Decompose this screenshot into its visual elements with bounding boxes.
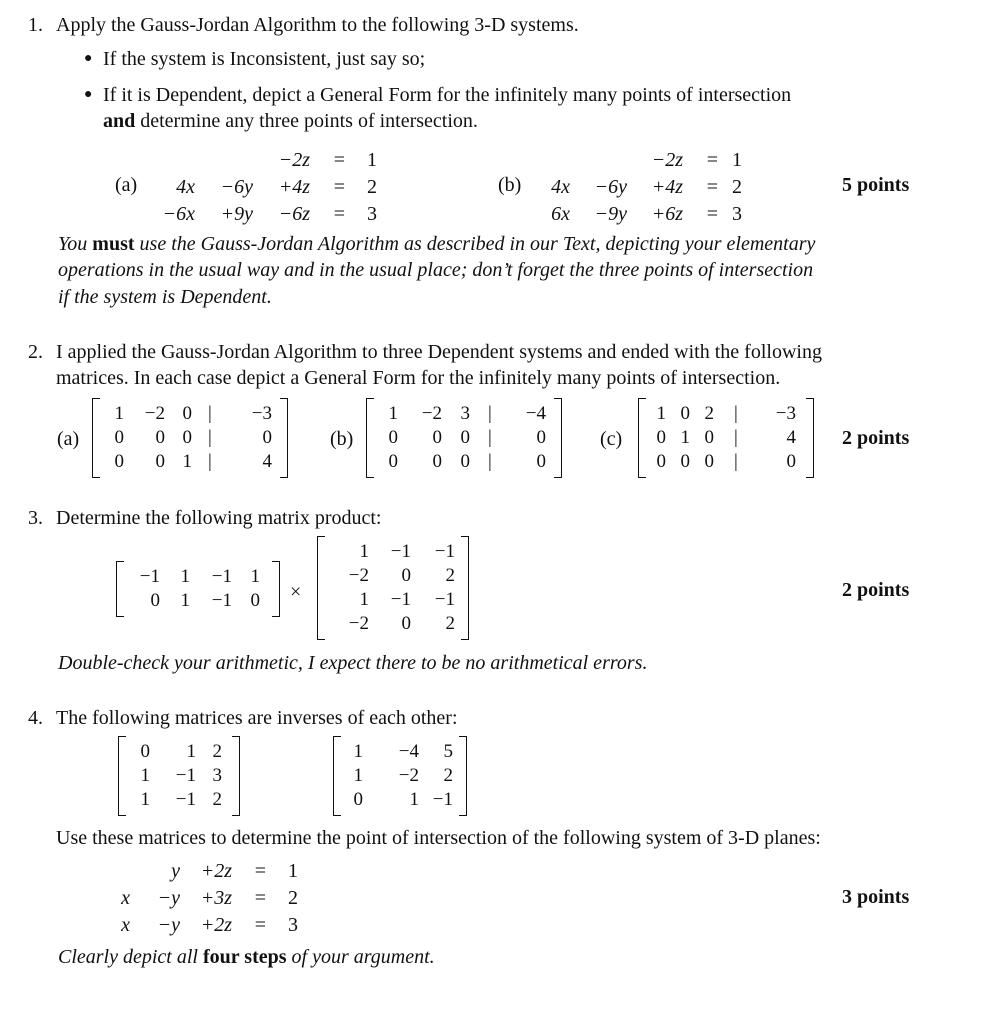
matrix-entry: 1 <box>186 741 196 762</box>
q1-part-b-label: (b) <box>498 174 522 196</box>
matrix-entry: −1 <box>211 590 232 611</box>
q3-number: 3. <box>28 507 43 529</box>
equation-term: = <box>254 887 266 909</box>
matrix-entry: −1 <box>139 566 160 587</box>
times-symbol: × <box>290 581 302 603</box>
matrix-entry: 0 <box>460 451 470 472</box>
augment-bar: | <box>734 427 738 448</box>
right-bracket <box>806 398 814 478</box>
matrix-a <box>118 736 240 816</box>
augment-bar: | <box>208 403 212 424</box>
equation-term: = <box>706 176 718 198</box>
equation-term: 4x <box>176 176 195 198</box>
matrix-entry: 1 <box>180 566 190 587</box>
bullet-icon: ● <box>84 87 93 102</box>
matrix-entry: 0 <box>155 427 165 448</box>
matrix-entry: 0 <box>680 403 690 424</box>
equation-term: x <box>121 887 130 909</box>
matrix-entry: 0 <box>704 427 714 448</box>
equation-term: +4z <box>651 176 683 198</box>
right-bracket <box>459 736 467 816</box>
matrix-entry: −3 <box>775 403 796 424</box>
matrix-entry: 0 <box>432 451 442 472</box>
matrix-entry: 1 <box>114 403 124 424</box>
left-bracket <box>118 736 126 816</box>
matrix-entry: 0 <box>680 451 690 472</box>
equation-term: +6z <box>651 203 683 225</box>
matrix-entry: 0 <box>262 427 272 448</box>
q1-points: 5 points <box>842 174 910 196</box>
equation-term: −y <box>157 914 180 936</box>
right-bracket <box>232 736 240 816</box>
matrix-entry: 0 <box>536 427 546 448</box>
equation-term: +9y <box>220 203 253 225</box>
q4-note-end: of your argument. <box>291 946 435 968</box>
bullet-icon: ● <box>84 51 93 66</box>
q4-number: 4. <box>28 707 43 729</box>
equation-term: −9y <box>594 203 627 225</box>
q2-label-b: (b) <box>330 428 354 450</box>
q1-note-line2: operations in the usual way and in the usual place; don’t forget the three points of intersection <box>58 259 814 281</box>
right-bracket <box>461 536 469 640</box>
matrix-entry: 0 <box>182 427 192 448</box>
matrix-entry: 1 <box>140 765 150 786</box>
q3-note: Double-check your arithmetic, I expect there to be no arithmetical errors. <box>58 652 648 674</box>
matrix-entry: −1 <box>432 789 453 810</box>
matrix-entry: 0 <box>388 451 398 472</box>
matrix-entry: −1 <box>434 589 455 610</box>
matrix-entry: 2 <box>445 565 455 586</box>
augment-bar: | <box>734 403 738 424</box>
matrix-entry: 2 <box>704 403 714 424</box>
right-bracket <box>280 398 288 478</box>
equation-term: = <box>254 860 266 882</box>
equation-term: 2 <box>732 176 742 198</box>
q1-number: 1. <box>28 14 43 36</box>
equation-term: 2 <box>288 887 298 909</box>
matrix-entry: 2 <box>212 789 222 810</box>
matrix-entry: 0 <box>536 451 546 472</box>
matrix-entry: −1 <box>390 589 411 610</box>
right-matrix <box>317 536 469 640</box>
augment-bar: | <box>734 451 738 472</box>
matrix-entry: −4 <box>525 403 546 424</box>
matrix-entry: 1 <box>388 403 398 424</box>
matrix-entry: 0 <box>656 451 666 472</box>
equation-term: 3 <box>367 203 377 225</box>
matrix-entry: 0 <box>401 565 411 586</box>
equation-term: = <box>706 203 718 225</box>
matrix-entry: 2 <box>445 613 455 634</box>
q4-note <box>58 947 435 967</box>
equation-term: −y <box>157 887 180 909</box>
matrix-entry: 2 <box>212 741 222 762</box>
equation-term: +4z <box>278 176 310 198</box>
augment-bar: | <box>488 451 492 472</box>
equation-term: 1 <box>732 149 742 171</box>
equation-term: +2z <box>200 860 232 882</box>
matrix-entry: 0 <box>656 427 666 448</box>
matrix-entry: 0 <box>353 789 363 810</box>
q4-use-text: Use these matrices to determine the point of intersection of the following system of 3-D planes: <box>56 827 821 849</box>
matrix-entry: 1 <box>182 451 192 472</box>
right-bracket <box>272 561 280 617</box>
q2-label-c: (c) <box>600 428 623 450</box>
q1-bullet-2-bold: and <box>103 110 136 132</box>
matrix-entry: 1 <box>353 741 363 762</box>
matrix-entry: 0 <box>388 427 398 448</box>
matrix-entry: 0 <box>250 590 260 611</box>
equation-term: 4x <box>551 176 570 198</box>
equation-term: = <box>706 149 718 171</box>
q1-prompt: Apply the Gauss-Jordan Algorithm to the following 3-D systems. <box>56 14 579 36</box>
left-bracket <box>317 536 325 640</box>
left-bracket <box>116 561 124 617</box>
q1-note-bold: must <box>92 233 135 255</box>
matrix-entry: 4 <box>262 451 272 472</box>
left-bracket <box>366 398 374 478</box>
augmented-matrix-c <box>638 398 814 478</box>
equation-term: = <box>333 176 345 198</box>
matrix-entry: −1 <box>211 566 232 587</box>
matrix-entry: 0 <box>786 451 796 472</box>
matrix-entry: 3 <box>460 403 470 424</box>
q4-points: 3 points <box>842 886 910 908</box>
matrix-entry: 5 <box>443 741 453 762</box>
left-bracket <box>92 398 100 478</box>
q1-bullet-1: If the system is Inconsistent, just say so; <box>103 48 426 70</box>
equation-term: 2 <box>367 176 377 198</box>
matrix-entry: −1 <box>175 765 196 786</box>
matrix-entry: 1 <box>180 590 190 611</box>
q2-number: 2. <box>28 341 43 363</box>
equation-term: 3 <box>732 203 742 225</box>
left-bracket <box>638 398 646 478</box>
equation-term: −6y <box>594 176 627 198</box>
q1-note-word: You <box>58 233 88 255</box>
matrix-entry: 1 <box>353 765 363 786</box>
augment-bar: | <box>208 451 212 472</box>
matrix-entry: −1 <box>434 541 455 562</box>
q4-prompt: The following matrices are inverses of each other: <box>56 707 458 729</box>
equation-term: 1 <box>288 860 298 882</box>
equation-term: −2z <box>651 149 683 171</box>
matrix-entry: 1 <box>680 427 690 448</box>
q1-part-a-label: (a) <box>115 174 138 196</box>
q1-bullet-2-line2 <box>103 111 478 131</box>
matrix-entry: −2 <box>348 613 369 634</box>
matrix-entry: 4 <box>786 427 796 448</box>
left-matrix <box>116 561 280 617</box>
matrix-entry: 0 <box>114 451 124 472</box>
equation-term: = <box>333 203 345 225</box>
matrix-entry: 0 <box>155 451 165 472</box>
equation-term: = <box>333 149 345 171</box>
matrix-entry: 1 <box>409 789 419 810</box>
equation-term: −2z <box>278 149 310 171</box>
matrix-a-inverse <box>333 736 467 816</box>
augment-bar: | <box>488 427 492 448</box>
matrix-entry: −4 <box>398 741 419 762</box>
left-bracket <box>333 736 341 816</box>
matrix-entry: 1 <box>140 789 150 810</box>
equation-term: +3z <box>200 887 232 909</box>
equation-term: 6x <box>551 203 570 225</box>
q2-line1: I applied the Gauss-Jordan Algorithm to three Dependent systems and ended with the following <box>56 341 822 363</box>
matrix-entry: −2 <box>348 565 369 586</box>
equation-term: y <box>171 860 180 882</box>
matrix-entry: 3 <box>212 765 222 786</box>
equation-term: = <box>254 914 266 936</box>
q2-label-a: (a) <box>57 428 80 450</box>
augmented-matrix-a <box>92 398 288 478</box>
q4-note-bold: four steps <box>202 946 287 968</box>
q1-bullet-2-rest: determine any three points of intersection. <box>140 110 478 132</box>
augment-bar: | <box>208 427 212 448</box>
matrix-entry: 1 <box>250 566 260 587</box>
q2-line2: matrices. In each case depict a General Form for the infinitely many points of intersection. <box>56 367 781 389</box>
matrix-entry: −1 <box>390 541 411 562</box>
q1-bullet-2-line1: If it is Dependent, depict a General Form for the infinitely many points of intersection <box>103 84 792 106</box>
matrix-entry: −2 <box>421 403 442 424</box>
q3-points: 2 points <box>842 579 910 601</box>
matrix-entry: 0 <box>150 590 160 611</box>
equation-term: 1 <box>367 149 377 171</box>
matrix-entry: 0 <box>704 451 714 472</box>
equation-term: −6x <box>162 203 195 225</box>
matrix-entry: −3 <box>251 403 272 424</box>
matrix-entry: 0 <box>140 741 150 762</box>
matrix-entry: −2 <box>398 765 419 786</box>
q4-note-start: Clearly depict all <box>58 946 198 968</box>
q2-points: 2 points <box>842 427 910 449</box>
matrix-entry: −2 <box>144 403 165 424</box>
equation-term: −6z <box>278 203 310 225</box>
equation-term: 3 <box>288 914 298 936</box>
matrix-entry: 1 <box>359 589 369 610</box>
matrix-entry: 1 <box>656 403 666 424</box>
equation-term: x <box>121 914 130 936</box>
matrix-entry: −1 <box>175 789 196 810</box>
matrix-entry: 0 <box>182 403 192 424</box>
q3-prompt: Determine the following matrix product: <box>56 507 382 529</box>
augmented-matrix-b <box>366 398 562 478</box>
equation-term: +2z <box>200 914 232 936</box>
matrix-entry: 0 <box>401 613 411 634</box>
q1-note-line1 <box>58 234 815 254</box>
equation-term: −6y <box>220 176 253 198</box>
right-bracket <box>554 398 562 478</box>
matrix-entry: 0 <box>432 427 442 448</box>
matrix-entry: 0 <box>114 427 124 448</box>
matrix-entry: 1 <box>359 541 369 562</box>
q1-note-line3: if the system is Dependent. <box>58 286 272 308</box>
matrix-entry: 2 <box>443 765 453 786</box>
q1-note-rest: use the Gauss-Jordan Algorithm as described in our Text, depicting your elementary <box>139 233 816 255</box>
augment-bar: | <box>488 403 492 424</box>
matrix-entry: 0 <box>460 427 470 448</box>
